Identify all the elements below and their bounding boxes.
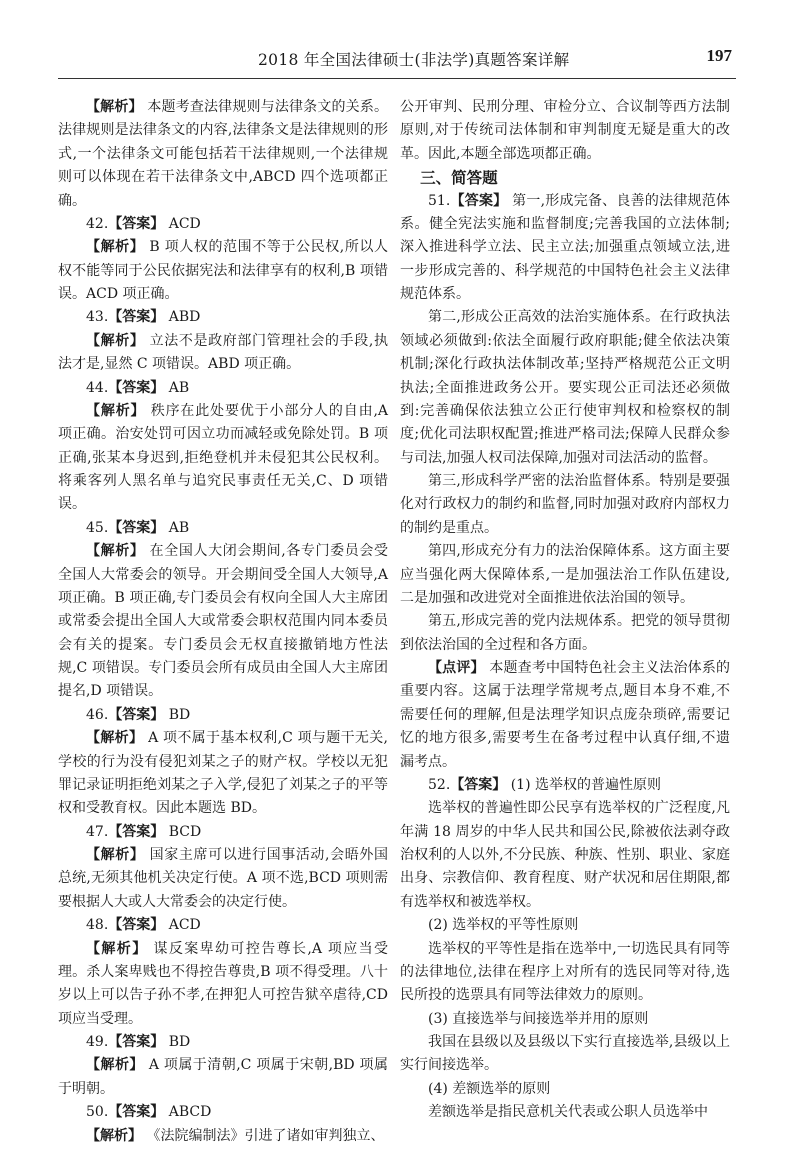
answer-52-paragraph-1: 选举权的普遍性即公民享有选举权的广泛程度,凡年满 18 周岁的中华人民共和国公民,除被依法剥夺政治权利的人以外,不分民族、种族、性别、职业、家庭出身、宗教信仰、教育程度、财产状况和居住期限,都有选举权和被选举权。 (400, 800, 730, 910)
explanation-text: 谋反案卑幼可控告尊长,A 项应当受理。杀人案卑贱也不得控告尊贵,B 项不得受理。八十岁以上可以告子孙不孝,在押犯人可控告狱卒虐待,CD 项应当受理。 (58, 940, 389, 1027)
running-header-title: 2018 年全国法律硕士(非法学)真题答案详解 (258, 51, 570, 69)
explanation-tag: 【解析】 (86, 940, 148, 957)
question-number: 52. (428, 776, 451, 793)
explanation-tag: 【解析】 (86, 847, 145, 863)
left-column (58, 96, 388, 1148)
explanation-text: 国家主席可以进行国事活动,会晤外国总统,无须其他机关决定行使。A 项不选,BCD 项则需要根据人大或人大常委会的决定行使。 (58, 847, 389, 910)
explanation-50-continued: 公开审判、民刑分理、审检分立、合议制等西方法制原则,对于传统司法体制和审判制度无疑是重大的改革。因此,本题全部选项都正确。 (400, 99, 730, 162)
answer-tag: 【答案】 (108, 917, 165, 934)
explanation-tag: 【解析】 (86, 99, 143, 115)
explanation-tag: 【解析】 (86, 332, 145, 349)
answer-52 (400, 774, 730, 797)
commentary-text: 本题查考中国特色社会主义法治体系的重要内容。这属于法理学常规考点,题目本身不难,不需要任何的理解,但是法理学知识点庞杂琐碎,需要记忆的地方很多,需要考生在备考过程中认真仔细,不遗漏考点。 (400, 660, 731, 770)
answer-tag: 【答案】 (450, 192, 508, 209)
question-number: 45. (86, 519, 109, 536)
answer-52-subheading-2: (2) 选举权的平等性原则 (428, 917, 579, 934)
answer-49 (58, 1031, 388, 1054)
answer-tag: 【答案】 (108, 1104, 165, 1121)
answer-51 (400, 190, 730, 307)
explanation-41 (58, 96, 388, 213)
explanation-text: 立法不是政府部门管理社会的手段,执法才是,显然 C 项错误。ABD 项正确。 (58, 332, 389, 373)
answer-51-point-3: 第三,形成科学严密的法治监督体系。特别是要强化对行政权力的制约和监督,同时加强对政府内部权力的制约是重点。 (400, 473, 730, 536)
explanation-48 (58, 938, 388, 1032)
answer-subheading: (1) 选举权的普遍性原则 (510, 776, 661, 793)
answer-value: AB (168, 379, 190, 396)
answer-tag: 【答案】 (450, 776, 507, 793)
answer-52-paragraph-4: 差额选举是指民意机关代表或公职人员选举中 (428, 1104, 708, 1121)
question-number: 44. (86, 379, 109, 396)
answer-48 (58, 914, 388, 937)
answer-52-subheading-3: (3) 直接选举与间接选举并用的原则 (428, 1010, 649, 1027)
answer-value: BD (168, 1034, 191, 1050)
explanation-text: 《法院编制法》引进了诸如审判独立、 (146, 1127, 385, 1144)
question-number: 48. (86, 917, 109, 934)
explanation-43 (58, 330, 388, 377)
answer-text: 第一,形成完备、良善的法律规范体系。健全宪法实施和监督制度;完善我国的立法体制;深入推进科学立法、民主立法;加强重点领域立法,进一步形成完善的、科学规范的中国特色社会主义法律规范体系。 (400, 192, 731, 302)
explanation-text: B 项人权的范围不等于公民权,所以人权不能等同于公民依据宪法和法律享有的权利,B 项错误。ACD 项正确。 (58, 239, 388, 302)
answer-value: ABD (168, 309, 201, 326)
explanation-45 (58, 540, 388, 704)
explanation-47 (58, 844, 388, 914)
answer-tag: 【答案】 (108, 519, 165, 536)
explanation-44 (58, 400, 388, 517)
answer-value: ACD (168, 215, 201, 232)
explanation-tag: 【解析】 (86, 543, 145, 560)
answer-43 (58, 306, 388, 329)
question-number: 42. (86, 215, 109, 232)
answer-tag: 【答案】 (108, 215, 165, 232)
answer-51-point-4: 第四,形成充分有力的法治保障体系。这方面主要应当强化两大保障体系,一是加强法治工作队伍建设,二是加强和改进党对全面推进依法治国的领导。 (400, 543, 730, 606)
explanation-text: A 项属于清朝,C 项属于宋朝,BD 项属于明朝。 (58, 1057, 388, 1097)
commentary-tag: 【点评】 (428, 660, 485, 676)
answer-47 (58, 821, 388, 844)
answer-value: ABCD (168, 1104, 212, 1121)
answer-value: BCD (168, 823, 202, 840)
section-heading: 三、简答题 (420, 168, 498, 188)
answer-45 (58, 517, 388, 540)
header-divider (58, 78, 736, 79)
explanation-49 (58, 1054, 388, 1101)
explanation-tag: 【解析】 (86, 1127, 142, 1144)
answer-value: AB (168, 519, 190, 536)
commentary-51 (400, 657, 730, 774)
question-number: 47. (86, 823, 109, 840)
explanation-text: 秩序在此处要优于小部分人的自由,A 项正确。治安处罚可因立功而减轻或免除处罚。B 项正确,张某本身迟到,拒绝登机并未侵犯其公民权利。将乘客列人黑名单与追究民事责任无关,C、D 项错误。 (58, 402, 389, 513)
right-column (400, 96, 730, 1125)
explanation-text: 本题考查法律规则与法律条文的关系。法律规则是法律条文的内容,法律条文是法律规则的形式,一个法律条文可能包括若干法律规则,一个法律规则可以体现在若干法律条文中,ABCD 四个选项都正确。 (58, 99, 389, 209)
explanation-tag: 【解析】 (86, 730, 144, 747)
question-number: 51. (428, 192, 451, 209)
explanation-50 (58, 1125, 388, 1148)
answer-51-point-2: 第二,形成公正高效的法治实施体系。在行政执法领域必须做到:依法全面履行政府职能;健全依法决策机制;深化行政执法体制改革;坚持严格规范公正文明执法;全面推进政务公开。要实现公正司法还必须做到:完善确保依法独立公正行使审判权和检察权的制度;优化司法职权配置;推进严格司法;保障人民群众参与司法,加强人权司法保障,加强对司法活动的监督。 (400, 309, 730, 466)
explanation-tag: 【解析】 (86, 1057, 144, 1074)
page-number: 197 (706, 46, 732, 65)
explanation-tag: 【解析】 (86, 402, 146, 419)
question-number: 43. (86, 309, 109, 326)
question-number: 46. (86, 706, 109, 723)
answer-46 (58, 704, 388, 727)
answer-tag: 【答案】 (108, 706, 165, 723)
answer-52-paragraph-2: 选举权的平等性是指在选举中,一切选民具有同等的法律地位,法律在程序上对所有的选民同等对待,选民所投的选票具有同等法律效力的原则。 (400, 940, 730, 1004)
question-number: 49. (86, 1034, 109, 1050)
explanation-tag: 【解析】 (86, 239, 145, 256)
answer-51-point-5: 第五,形成完善的党内法规体系。把党的领导贯彻到依法治国的全过程和各方面。 (400, 613, 730, 653)
answer-tag: 【答案】 (108, 1034, 165, 1050)
answer-52-paragraph-3: 我国在县级以及县级以下实行直接选举,县级以上实行间接选举。 (400, 1034, 730, 1074)
explanation-42 (58, 236, 388, 306)
answer-42 (58, 213, 388, 236)
explanation-text: 在全国人大闭会期间,各专门委员会受全国人大常委会的领导。开会期间受全国人大领导,A 项正确。B 项正确,专门委员会有权向全国人大主席团或常委会提出全国人大或常委会职权范围内同本委员会有关的提案。专门委员会无权直接撤销地方性法规,C 项错误。专门委员会所有成员由全国人大主席团提名,D 项错误。 (58, 543, 389, 700)
question-number: 50. (86, 1104, 109, 1121)
answer-tag: 【答案】 (108, 309, 165, 326)
answer-52-subheading-4: (4) 差额选举的原则 (428, 1080, 551, 1097)
running-header (58, 46, 732, 74)
answer-tag: 【答案】 (108, 823, 165, 840)
explanation-46 (58, 727, 388, 821)
answer-50 (58, 1101, 388, 1124)
answer-value: ACD (168, 917, 201, 934)
answer-tag: 【答案】 (108, 379, 165, 396)
answer-44 (58, 377, 388, 400)
answer-value: BD (168, 706, 191, 723)
explanation-text: A 项不属于基本权利,C 项与题干无关,学校的行为没有侵犯刘某之子的财产权。学校以无犯罪记录证明拒绝刘某之子入学,侵犯了刘某之子的平等权和受教育权。因此本题选 BD。 (58, 730, 389, 817)
